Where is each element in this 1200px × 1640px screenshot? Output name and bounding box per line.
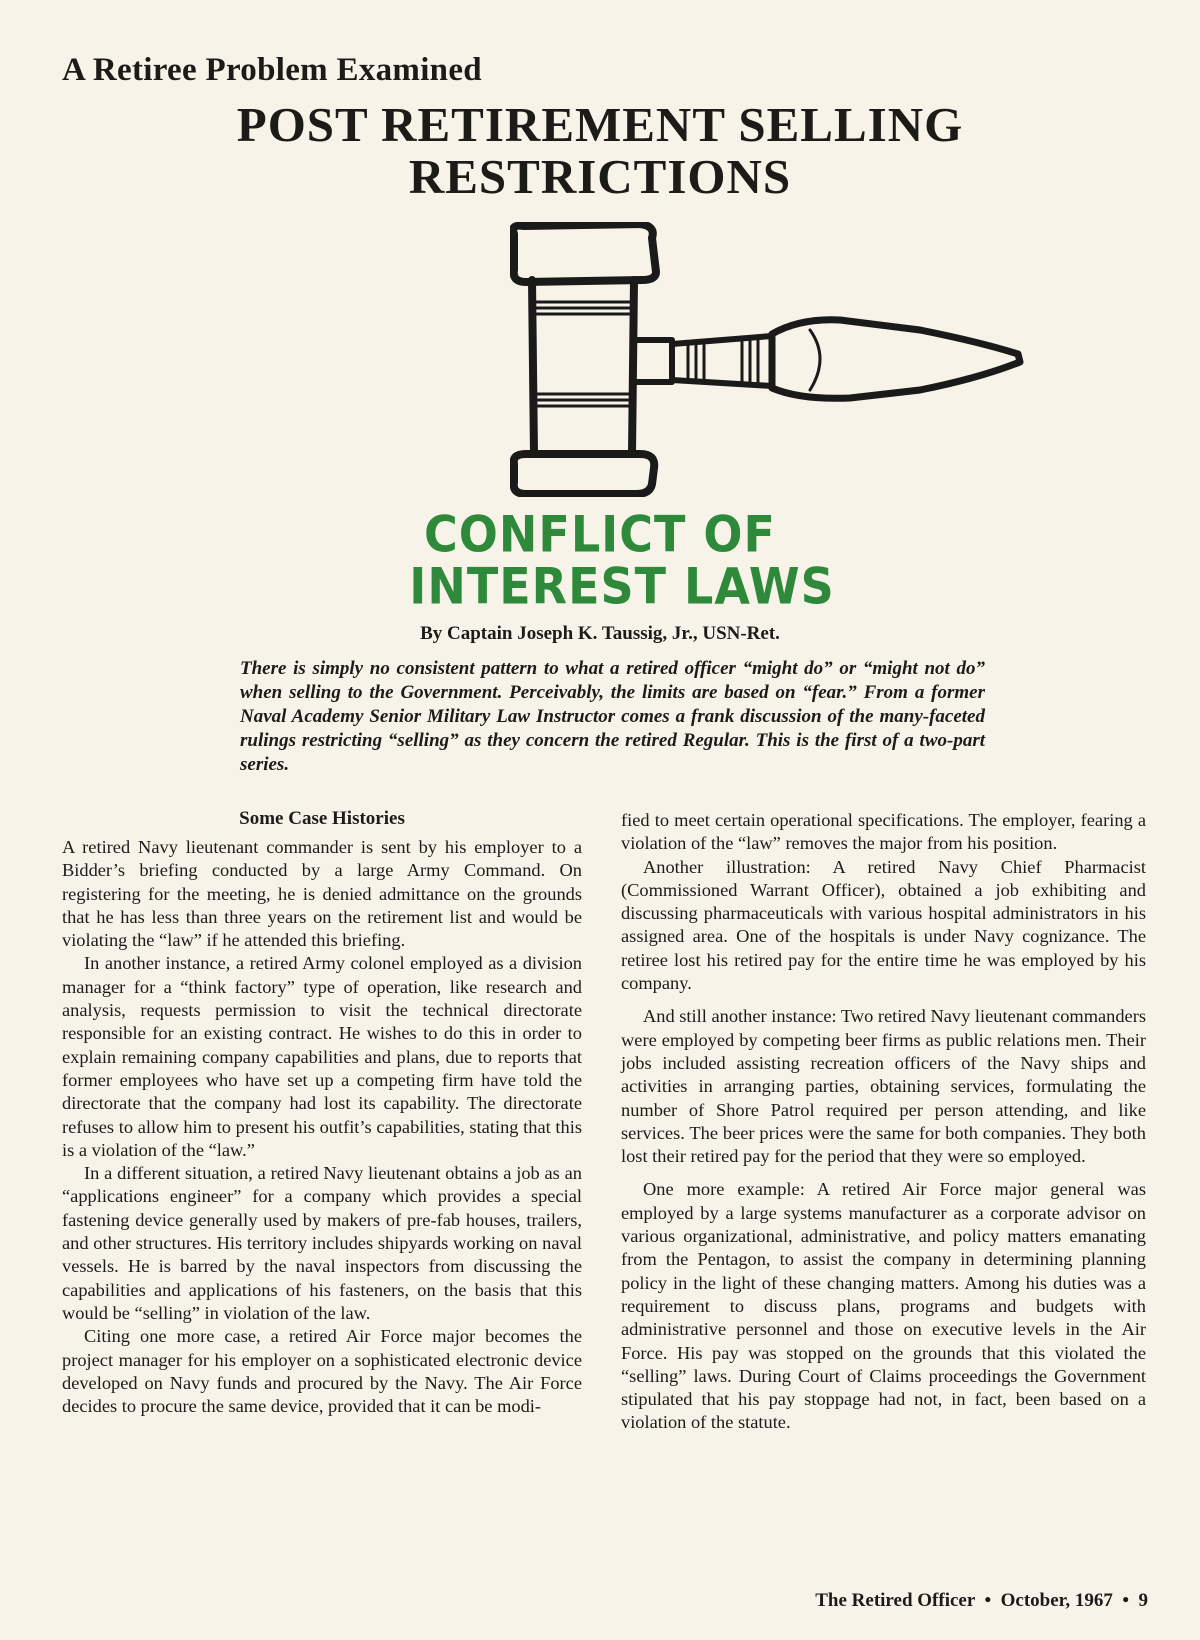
section-heading: Some Case Histories bbox=[239, 808, 405, 829]
gavel-icon bbox=[510, 222, 1030, 497]
author-byline: By Captain Joseph K. Taussig, Jr., USN-Ret. bbox=[420, 623, 780, 644]
paragraph: In another instance, a retired Army colonel employed as a division manager for a “think factory” type of operation, like research and analysis, requests permission to visit the technical directorate responsible for an existing contract. He wishes to do this in order to explain remaining company capabilities and plans, due to reports that former employees who have set up a competing firm have told the directorate that the company had lost its capability. The directorate refuses to allow him to present his outfit’s capabilities, stating that this is a violation of the “law.” bbox=[62, 953, 582, 1160]
paragraph: Citing one more case, a retired Air Force major becomes the project manager for his employer on a sophisticated electronic device developed on Navy funds and procured by the Navy. The Air Force decides to procure the same device, provided that it can be modi- bbox=[62, 1326, 582, 1417]
paragraph: Another illustration: A retired Navy Chief Pharmacist (Commissioned Warrant Officer), obtained a job exhibiting and discussing pharmaceuticals with various hospital administrators in his assigned area. One of the hospitals is under Navy cognizance. The retiree lost his retired pay for the entire time he was employed by his company. bbox=[621, 856, 1146, 994]
page-title-line-1: POST RETIREMENT SELLING bbox=[236, 97, 964, 152]
article-deck: There is simply no consistent pattern to what a retired officer “might do” or “might not do” when selling to the Government. Perceivably, the limits are based on “fear.” From a former Naval Academy Senior Military Law Instructor comes a frank discussion of the many-faceted rulings restricting “selling” as they concern the retired Regular. This is the first of a two-part series. bbox=[240, 658, 985, 775]
page-number: 9 bbox=[1138, 1590, 1148, 1611]
paragraph: fied to meet certain operational specifications. The employer, fearing a violation of the “law” removes the major from his position. bbox=[621, 810, 1146, 854]
paragraph: A retired Navy lieutenant commander is sent by his employer to a Bidder’s briefing conducted by a large Army Command. On registering for the meeting, he is denied admittance on the grounds that he has less than three years on the retirement list and would be violating the “law” if he attended this briefing. bbox=[62, 837, 582, 951]
page-title-line-2: RESTRICTIONS bbox=[408, 149, 792, 204]
paragraph: And still another instance: Two retired Navy lieutenant commanders were employed by competing beer firms as public relations men. Their jobs included assisting recreation officers of the Navy ships and activities in arranging parties, obtaining services, formulating the number of Shore Patrol required per person attending, and like services. The beer prices were the same for both companies. They both lost their retired pay for the period that they were so employed. bbox=[621, 1006, 1146, 1167]
subtitle-line-1: CONFLICT OF bbox=[424, 504, 776, 564]
paragraph: In a different situation, a retired Navy lieutenant obtains a job as an “applications engineer” for a company which provides a special fastening device generally used by makers of pre-fab houses, trailers, and other structures. His territory includes shipyards working on naval vessels. He is barred by the naval inspectors from discussing the capabilities and applications of his fasteners, on the basis that this would be “selling” in violation of the law. bbox=[62, 1163, 582, 1323]
footer-publication: The Retired Officer bbox=[815, 1590, 975, 1611]
kicker-headline: A Retiree Problem Examined bbox=[62, 52, 482, 88]
footer-date: October, 1967 bbox=[1000, 1590, 1113, 1611]
right-column bbox=[621, 809, 1146, 1435]
page-footer: The Retired Officer • October, 1967 • 9 bbox=[815, 1590, 1148, 1611]
subtitle-line-2: INTEREST LAWS bbox=[409, 556, 835, 616]
paragraph: One more example: A retired Air Force major general was employed by a large systems manufacturer as a corporate advisor on various organizational, administrative, and policy matters emanating from the Pentagon, to assist the company in determining planning policy in the light of these changing matters. Among his duties was a requirement to discuss plans, programs and budgets with administrative personnel and those on executive levels in the Air Force. His pay was stopped on the grounds that this violated the “selling” laws. During Court of Claims proceedings the Government stipulated that his pay stoppage had not, in fact, been based on a violation of the statute. bbox=[621, 1179, 1146, 1433]
left-column bbox=[62, 808, 582, 1418]
